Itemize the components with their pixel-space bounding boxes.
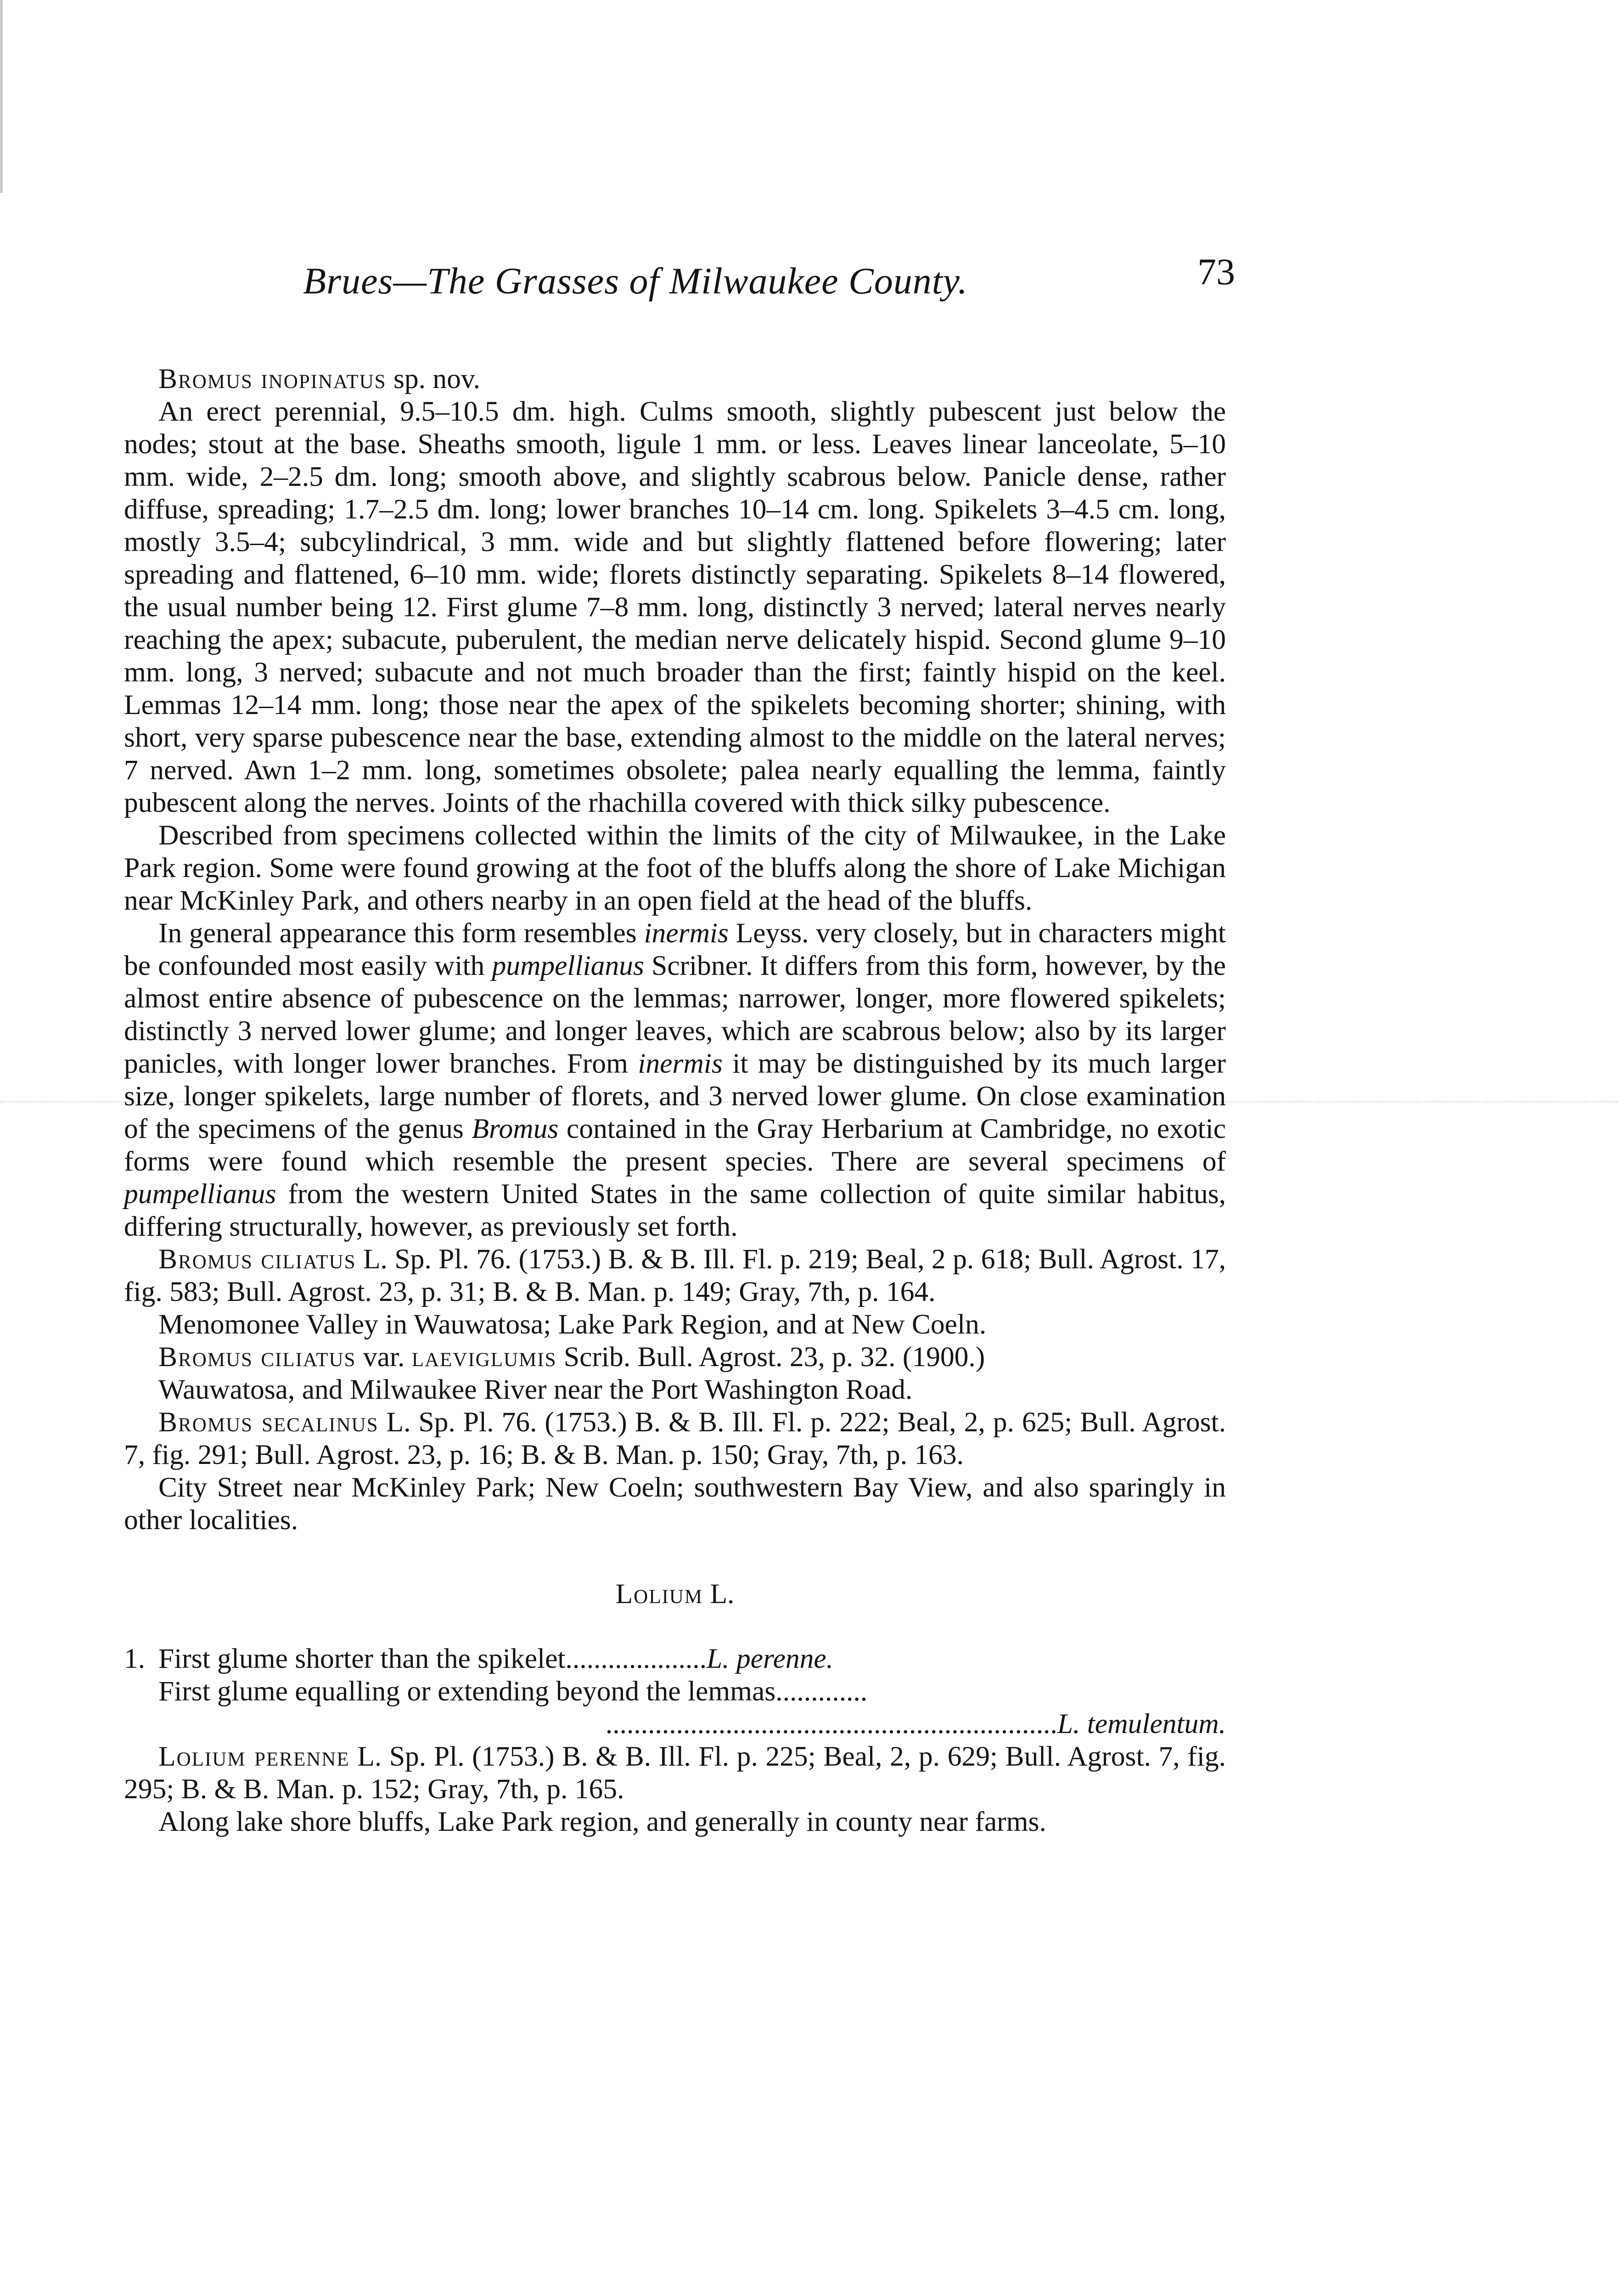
locality-note: Menomonee Valley in Wauwatosa; Lake Park Region, and at New Coeln. [158,1309,987,1340]
species-entry-ciliatus [124,1243,1226,1308]
locality-note: Along lake shore bluffs, Lake Park region, and generally in county near farms. [158,1806,1046,1837]
genus-name: Lolium [615,1578,703,1609]
locality-note: City Street near McKinley Park; New Coeln; southwestern Bay View, and also sparingly in other localities. [124,1472,1226,1536]
citation-text: Scrib. Bull. Agrost. 23, p. 32. (1900.) [556,1341,985,1373]
citation-text: L. Sp. Pl. 76. (1753.) B. & B. Ill. Fl. p. 222; Beal, 2, p. 625; Bull. Agrost. 7, fig. 291; Bull. Agrost. 23, p. 16; B. & B. Man. p. 150; Gray, 7th, p. 163. [124,1407,1226,1470]
italic-taxon: Bromus [472,1113,559,1144]
variety-name: laeviglumis [411,1341,557,1373]
dot-leader: ................................................................ [605,1708,1057,1739]
text-run: In general appearance this form resembles [158,917,644,949]
key-line-1 [124,1643,1226,1675]
key-lead-text: First glume equalling or extending beyond the lemmas [158,1676,776,1707]
taxon-authority: sp. nov. [386,363,481,394]
key-taxon: L. perenne. [706,1643,834,1674]
citation-text: L. Sp. Pl. 76. (1753.) B. & B. Ill. Fl. p. 219; Beal, 2 p. 618; Bull. Agrost. 17, fig. 583; Bull. Agrost. 23, p. 31; B. & B. Man. p. 149; Gray, 7th, p. 164. [124,1244,1226,1307]
taxon-name: Bromus secalinus [158,1407,379,1438]
italic-taxon: pumpellianus [492,950,644,981]
taxon-name: Bromus ciliatus [158,1341,356,1373]
species-heading-inopinatus [124,363,1226,395]
section-heading-lolium [124,1578,1226,1610]
species-entry-perenne [124,1740,1226,1806]
italic-taxon: inermis [644,917,729,949]
dot-leader: ............. [775,1676,868,1707]
article-body [124,363,1226,1838]
text-run: Scribner. It differs from this form, however, by the almost entire absence of pubescence on the lemmas; narrower, longer, more flowered spikelets; distinctly 3 nerved lower glume; and longer leaves, which are scabrous below; also by its larger panicles, with longer lower branches. From [124,950,1226,1079]
species-description: An erect perennial, 9.5–10.5 dm. high. Culms smooth, slightly pubescent just below the nodes; stout at the base. Sheaths smooth, ligule 1 mm. or less. Leaves linear lanceolate, 5–10 mm. wide, 2–2.5 dm. long; smooth above, and slightly scabrous below. Panicle dense, rather diffuse, spreading; 1.7–2.5 dm. long; lower branches 10–14 cm. long. Spikelets 3–4.5 cm. long, mostly 3.5–4; subcylindrical, 3 mm. wide and but slightly flattened before flowering; later spreading and flattened, 6–10 mm. wide; florets distinctly separating. Spikelets 8–14 flowered, the usual number being 12. First glume 7–8 mm. long, distinctly 3 nerved; lateral nerves nearly reaching the apex; subacute, puberulent, the median nerve delicately hispid. Second glume 9–10 mm. long, 3 nerved; subacute and not much broader than the first; faintly hispid on the keel. Lemmas 12–14 mm. long; those near the apex of the spikelets becoming shorter; shining, with short, very sparse pubescence near the base, extending almost to the middle on the lateral nerves; 7 nerved. Awn 1–2 mm. long, sometimes obsolete; palea nearly equalling the lemma, faintly pubescent along the nerves. Joints of the rhachilla covered with thick silky pubescence. [124,396,1226,818]
text-run: Leyss. very closely, but in characters might be confounded most easily with [124,917,1226,981]
taxon-name: Bromus inopinatus [158,363,387,394]
dot-leader: .................... [565,1643,707,1674]
running-header [303,250,1235,310]
text-run: contained in the Gray Herbarium at Cambridge, no exotic forms were found which resemble the present species. There are several specimens of [124,1113,1226,1177]
citation-text: L. Sp. Pl. (1753.) B. & B. Ill. Fl. p. 225; Beal, 2, p. 629; Bull. Agrost. 7, fig. 295; B. & B. Man. p. 152; Gray, 7th, p. 165. [124,1741,1226,1805]
locality-note: Wauwatosa, and Milwaukee River near the Port Washington Road. [158,1374,913,1405]
rank-label: var. [356,1341,412,1373]
key-lead-text: First glume shorter than the spikelet [158,1643,566,1674]
key-lead [158,1643,1226,1675]
genus-authority: L. [703,1578,735,1609]
key-taxon: L. temulentum. [1057,1708,1226,1739]
italic-taxon: inermis [638,1048,723,1079]
key-line-2 [124,1675,1226,1708]
page-number: 73 [1197,251,1235,293]
key-number: 1. [124,1643,146,1674]
species-entry-ciliatus-laeviglumis [124,1341,1226,1373]
edge-mark-top-left [0,0,3,193]
text-run: it may be distinguished by its much larger size, longer spikelets, large number of florets, and 3 nerved lower glume. On close examination of the specimens of the genus [124,1048,1226,1144]
taxon-name: Bromus ciliatus [158,1244,356,1275]
running-title: Brues—The Grasses of Milwaukee County. [303,260,968,302]
species-entry-secalinus [124,1406,1226,1471]
italic-taxon: pumpellianus [124,1178,276,1210]
comparison-paragraph [124,917,1226,1243]
collection-note: Described from specimens collected within the limits of the city of Milwaukee, in the Lake Park region. Some were found growing at the foot of the bluffs along the shore of Lake Michigan near McKinley Park, and others nearby in an open field at the head of the bluffs. [124,820,1226,916]
key-line-3 [124,1708,1226,1740]
taxon-name: Lolium perenne [158,1741,350,1772]
text-run: from the western United States in the same collection of quite similar habitus, differing structurally, however, as previously set forth. [124,1178,1226,1242]
